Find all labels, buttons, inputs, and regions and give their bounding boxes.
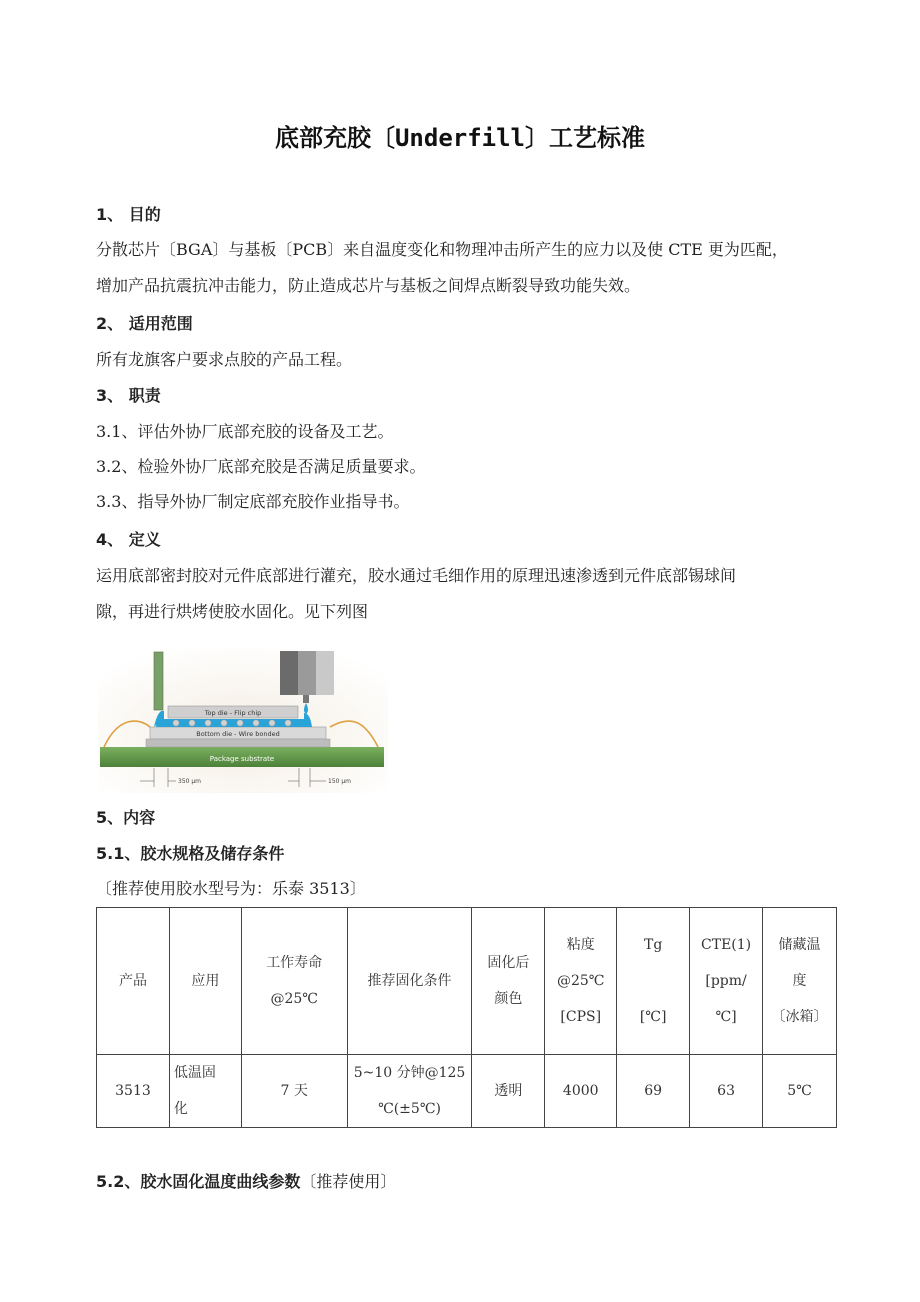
section-5-heading: 5、内容 [96, 808, 156, 827]
dispenser-block-light [316, 651, 334, 695]
header-viscosity: 粘度 @25℃ [CPS] [545, 908, 617, 1055]
header-storage-temp: 储藏温 度 〔冰箱〕 [763, 908, 837, 1055]
bottom-die-base [146, 739, 330, 747]
header-cured-color: 固化后 颜色 [472, 908, 545, 1055]
section-3-item-3: 3.3、指导外协厂制定底部充胶作业指导书。 [96, 492, 410, 511]
section-5-2-heading [96, 1172, 396, 1192]
section-3-heading: 3、 职责 [96, 386, 161, 405]
cell-cure-condition: 5~10 分钟@125 ℃(±5℃) [347, 1055, 472, 1128]
substrate-label: Package substrate [209, 755, 275, 763]
section-5-1-heading: 5.1、胶水规格及储存条件 [96, 844, 285, 863]
cell-application: 低温固 化 [169, 1055, 241, 1128]
section-2-heading: 2、 适用范围 [96, 314, 193, 333]
cell-product: 3513 [97, 1055, 170, 1128]
header-cure-condition: 推荐固化条件 [347, 908, 472, 1055]
section-4-text-line-1: 运用底部密封胶对元件底部进行灌充，胶水通过毛细作用的原理迅速渗透到元件底部锡球间 [96, 566, 737, 585]
cell-cured-color: 透明 [472, 1055, 545, 1128]
section-2-text: 所有龙旗客户要求点胶的产品工程。 [96, 350, 353, 369]
section-5-1-note: 〔推荐使用胶水型号为：乐泰 3513〕 [96, 879, 366, 898]
table-row [97, 1055, 837, 1128]
cell-viscosity: 4000 [545, 1055, 617, 1128]
cell-cte: 63 [690, 1055, 763, 1128]
header-work-life: 工作寿命 @25℃ [241, 908, 347, 1055]
dimension-left-label: 350 µm [178, 778, 202, 785]
section-4-heading: 4、 定义 [96, 530, 161, 549]
header-tg: Tg [℃] [617, 908, 690, 1055]
cell-tg: 69 [617, 1055, 690, 1128]
section-5-2-heading-note: 〔推荐使用〕 [300, 1172, 397, 1191]
underfill-diagram [98, 647, 388, 793]
section-1-text-line-2: 增加产品抗震抗冲击能力，防止造成芯片与基板之间焊点断裂导致功能失效。 [96, 276, 641, 295]
section-4-text-line-2: 隙，再进行烘烤使胶水固化。见下列图 [96, 602, 369, 621]
header-application: 应用 [169, 908, 241, 1055]
section-3-item-1: 3.1、评估外协厂底部充胶的设备及工艺。 [96, 422, 394, 441]
dispenser-block-mid [298, 651, 316, 695]
dispenser-nozzle [303, 695, 309, 703]
dispense-needle-left [154, 652, 163, 710]
dispenser-block-dark [280, 651, 298, 695]
cell-work-life: 7 天 [241, 1055, 347, 1128]
page-title: 底部充胶〔Underfill〕工艺标准 [274, 124, 646, 152]
cell-storage-temp: 5℃ [763, 1055, 837, 1128]
dimension-right-label: 150 µm [328, 778, 352, 785]
section-1-heading: 1、 目的 [96, 205, 161, 224]
top-die-label: Top die - Flip chip [204, 709, 262, 717]
adhesive-spec-table [96, 907, 837, 1128]
table-header-row [97, 908, 837, 1055]
section-3-item-2: 3.2、检验外协厂底部充胶是否满足质量要求。 [96, 457, 426, 476]
header-product: 产品 [97, 908, 170, 1055]
bottom-die-label: Bottom die - Wire bonded [196, 730, 280, 738]
header-cte: CTE(1) [ppm/ ℃] [690, 908, 763, 1055]
section-1-text-line-1: 分散芯片〔BGA〕与基板〔PCB〕来自温度变化和物理冲击所产生的应力以及使 CTE 更为匹配， [96, 240, 788, 259]
section-5-2-heading-bold: 5.2、胶水固化温度曲线参数 [96, 1172, 301, 1191]
